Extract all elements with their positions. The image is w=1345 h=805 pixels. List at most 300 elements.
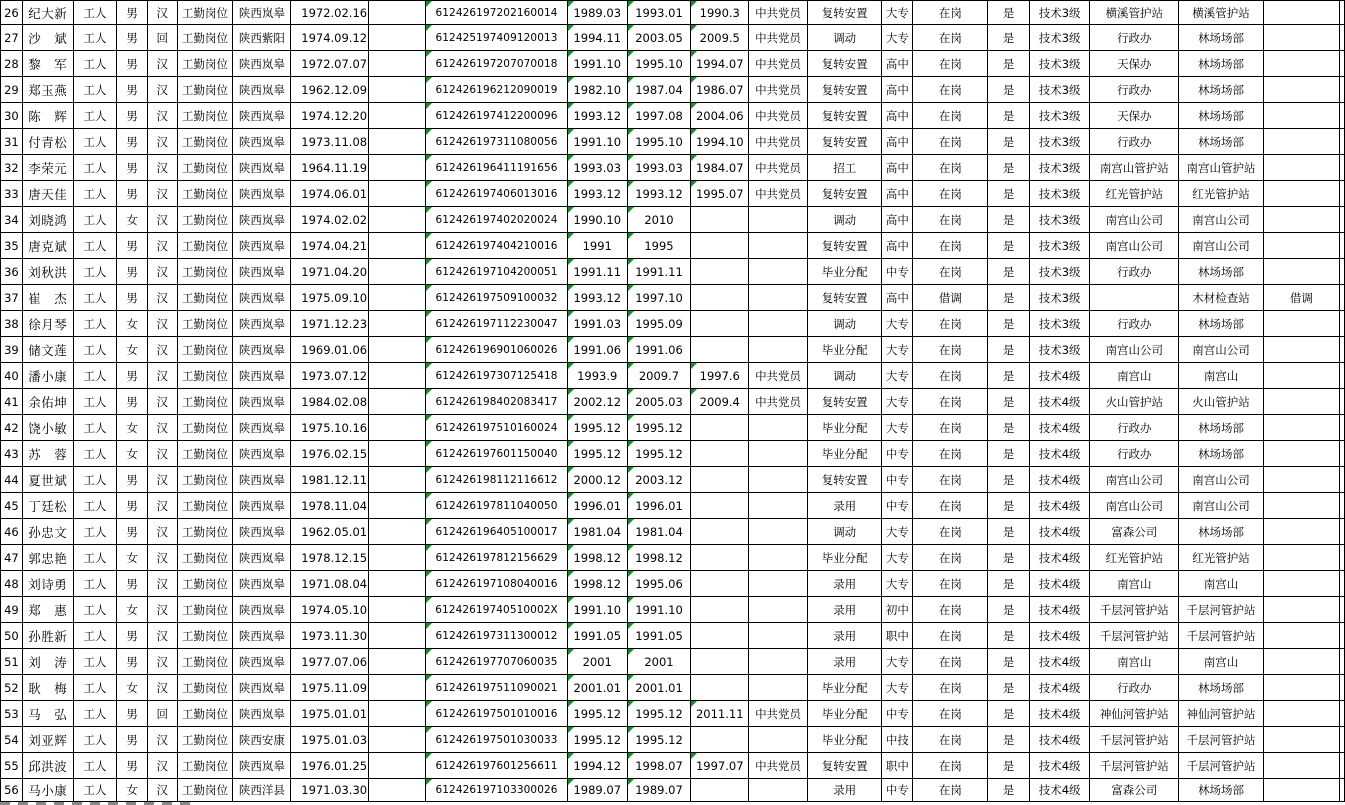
cell-work-start-date[interactable]: 1998.12 [567,571,627,597]
cell-job-type[interactable]: 工人 [73,597,117,623]
cell-flag[interactable]: 是 [988,701,1029,727]
cell-party-join-date[interactable] [691,441,749,467]
cell-work-start-date[interactable]: 1993.9 [567,363,627,389]
cell-political-status[interactable] [749,285,808,311]
cell-grade[interactable]: 技术3级 [1029,155,1090,181]
cell-blank-cell[interactable] [369,493,426,519]
cell-name[interactable]: 刘秋洪 [22,259,73,285]
cell-position-type[interactable]: 工勤岗位 [177,155,233,181]
cell-name[interactable]: 唐天佳 [22,181,73,207]
cell-join-date[interactable]: 1989.07 [627,779,691,802]
cell-gender[interactable]: 男 [117,25,148,51]
cell-row-number[interactable]: 42 [1,415,23,441]
cell-row-number[interactable]: 36 [1,259,23,285]
cell-political-status[interactable] [749,493,808,519]
cell-grade[interactable]: 技术3级 [1029,207,1090,233]
cell-job-type[interactable]: 工人 [73,77,117,103]
cell-gender[interactable]: 男 [117,727,148,753]
cell-job-type[interactable]: 工人 [73,545,117,571]
cell-entry-method[interactable]: 毕业分配 [807,415,881,441]
cell-birth-date[interactable]: 1976.01.25 [291,753,369,779]
cell-row-number[interactable]: 30 [1,103,23,129]
cell-work-start-date[interactable]: 2001 [567,649,627,675]
cell-birthplace[interactable]: 陕西岚皋 [233,415,291,441]
cell-job-type[interactable]: 工人 [73,129,117,155]
cell-position-type[interactable]: 工勤岗位 [177,1,233,25]
cell-join-date[interactable]: 1995.12 [627,441,691,467]
cell-edge[interactable] [1339,649,1344,675]
cell-blank-cell[interactable] [369,519,426,545]
cell-id-number[interactable]: 612426197112230047 [426,311,568,337]
cell-political-status[interactable] [749,779,808,802]
cell-name[interactable]: 刘亚辉 [22,727,73,753]
cell-birthplace[interactable]: 陕西洋县 [233,779,291,802]
cell-id-number[interactable]: 612426197811040050 [426,493,568,519]
cell-grade[interactable]: 技术4级 [1029,779,1090,802]
cell-row-number[interactable]: 26 [1,1,23,25]
cell-remark[interactable] [1263,155,1339,181]
cell-position-type[interactable]: 工勤岗位 [177,181,233,207]
cell-status[interactable]: 借调 [913,285,988,311]
cell-status[interactable]: 在岗 [913,675,988,701]
cell-party-join-date[interactable] [691,779,749,802]
cell-birthplace[interactable]: 陕西岚皋 [233,649,291,675]
cell-status[interactable]: 在岗 [913,77,988,103]
cell-grade[interactable]: 技术4级 [1029,701,1090,727]
cell-gender[interactable]: 男 [117,467,148,493]
cell-edge[interactable] [1339,597,1344,623]
cell-birth-date[interactable]: 1971.12.23 [291,311,369,337]
cell-education[interactable]: 高中 [882,103,913,129]
cell-name[interactable]: 刘晓鸿 [22,207,73,233]
cell-department[interactable]: 林场场部 [1179,77,1264,103]
cell-edge[interactable] [1339,337,1344,363]
cell-department[interactable]: 林场场部 [1179,103,1264,129]
cell-birthplace[interactable]: 陕西紫阳 [233,25,291,51]
cell-birth-date[interactable]: 1974.02.02 [291,207,369,233]
cell-party-join-date[interactable]: 1984.07 [691,155,749,181]
cell-political-status[interactable]: 中共党员 [749,103,808,129]
cell-entry-method[interactable]: 调动 [807,363,881,389]
cell-political-status[interactable] [749,571,808,597]
cell-unit[interactable]: 富森公司 [1090,779,1179,802]
cell-political-status[interactable] [749,467,808,493]
cell-entry-method[interactable]: 毕业分配 [807,701,881,727]
cell-name[interactable]: 余佑坤 [22,389,73,415]
cell-remark[interactable] [1263,519,1339,545]
cell-edge[interactable] [1339,51,1344,77]
cell-birthplace[interactable]: 陕西岚皋 [233,519,291,545]
cell-position-type[interactable]: 工勤岗位 [177,389,233,415]
cell-political-status[interactable]: 中共党员 [749,389,808,415]
cell-edge[interactable] [1339,675,1344,701]
cell-row-number[interactable]: 45 [1,493,23,519]
cell-name[interactable]: 饶小敏 [22,415,73,441]
cell-job-type[interactable]: 工人 [73,25,117,51]
cell-job-type[interactable]: 工人 [73,233,117,259]
cell-remark[interactable] [1263,493,1339,519]
cell-position-type[interactable]: 工勤岗位 [177,597,233,623]
cell-blank-cell[interactable] [369,675,426,701]
cell-birth-date[interactable]: 1971.04.20 [291,259,369,285]
cell-id-number[interactable]: 612426196212090019 [426,77,568,103]
cell-birthplace[interactable]: 陕西岚皋 [233,675,291,701]
cell-join-date[interactable]: 2001 [627,649,691,675]
cell-birthplace[interactable]: 陕西安康 [233,727,291,753]
cell-ethnicity[interactable]: 汉 [147,467,177,493]
cell-birth-date[interactable]: 1978.11.04 [291,493,369,519]
cell-edge[interactable] [1339,467,1344,493]
cell-party-join-date[interactable]: 1994.07 [691,51,749,77]
cell-remark[interactable] [1263,181,1339,207]
cell-remark[interactable] [1263,779,1339,802]
cell-remark[interactable] [1263,389,1339,415]
cell-flag[interactable]: 是 [988,519,1029,545]
cell-flag[interactable]: 是 [988,415,1029,441]
cell-ethnicity[interactable]: 汉 [147,571,177,597]
cell-join-date[interactable]: 1993.12 [627,181,691,207]
cell-birth-date[interactable]: 1971.03.30 [291,779,369,802]
cell-blank-cell[interactable] [369,1,426,25]
cell-entry-method[interactable]: 复转安置 [807,389,881,415]
cell-department[interactable]: 南宫山公司 [1179,467,1264,493]
cell-department[interactable]: 南宫山公司 [1179,207,1264,233]
cell-position-type[interactable]: 工勤岗位 [177,571,233,597]
cell-entry-method[interactable]: 复转安置 [807,129,881,155]
cell-unit[interactable]: 南宫山管护站 [1090,155,1179,181]
cell-birthplace[interactable]: 陕西岚皋 [233,701,291,727]
cell-gender[interactable]: 女 [117,779,148,802]
cell-join-date[interactable]: 1991.05 [627,623,691,649]
cell-grade[interactable]: 技术4级 [1029,363,1090,389]
cell-gender[interactable]: 男 [117,103,148,129]
cell-status[interactable]: 在岗 [913,649,988,675]
cell-gender[interactable]: 男 [117,181,148,207]
cell-political-status[interactable] [749,233,808,259]
cell-row-number[interactable]: 48 [1,571,23,597]
cell-birthplace[interactable]: 陕西岚皋 [233,77,291,103]
cell-position-type[interactable]: 工勤岗位 [177,233,233,259]
cell-join-date[interactable]: 1995.12 [627,727,691,753]
cell-flag[interactable]: 是 [988,311,1029,337]
cell-party-join-date[interactable]: 2011.11 [691,701,749,727]
cell-id-number[interactable]: 612426197501030033 [426,727,568,753]
cell-birth-date[interactable]: 1969.01.06 [291,337,369,363]
cell-position-type[interactable]: 工勤岗位 [177,675,233,701]
cell-blank-cell[interactable] [369,701,426,727]
cell-unit[interactable] [1090,285,1179,311]
cell-join-date[interactable]: 1995.10 [627,51,691,77]
cell-blank-cell[interactable] [369,181,426,207]
cell-entry-method[interactable]: 复转安置 [807,285,881,311]
cell-flag[interactable]: 是 [988,363,1029,389]
cell-position-type[interactable]: 工勤岗位 [177,207,233,233]
cell-join-date[interactable]: 1995.06 [627,571,691,597]
cell-name[interactable]: 郑玉燕 [22,77,73,103]
cell-party-join-date[interactable] [691,467,749,493]
cell-party-join-date[interactable]: 2009.4 [691,389,749,415]
cell-birthplace[interactable]: 陕西岚皋 [233,571,291,597]
cell-ethnicity[interactable]: 汉 [147,441,177,467]
cell-edge[interactable] [1339,233,1344,259]
cell-gender[interactable]: 男 [117,129,148,155]
cell-birth-date[interactable]: 1973.11.30 [291,623,369,649]
cell-join-date[interactable]: 1998.07 [627,753,691,779]
cell-job-type[interactable]: 工人 [73,727,117,753]
cell-name[interactable]: 邱洪波 [22,753,73,779]
cell-education[interactable]: 中专 [882,467,913,493]
cell-party-join-date[interactable] [691,675,749,701]
cell-education[interactable]: 高中 [882,181,913,207]
cell-political-status[interactable]: 中共党员 [749,701,808,727]
cell-unit[interactable]: 千层河管护站 [1090,727,1179,753]
cell-blank-cell[interactable] [369,779,426,802]
cell-education[interactable]: 大专 [882,649,913,675]
cell-grade[interactable]: 技术3级 [1029,285,1090,311]
cell-blank-cell[interactable] [369,103,426,129]
cell-department[interactable]: 千层河管护站 [1179,727,1264,753]
cell-edge[interactable] [1339,259,1344,285]
cell-remark[interactable] [1263,311,1339,337]
cell-edge[interactable] [1339,701,1344,727]
cell-row-number[interactable]: 41 [1,389,23,415]
cell-gender[interactable]: 男 [117,259,148,285]
cell-birthplace[interactable]: 陕西岚皋 [233,623,291,649]
cell-grade[interactable]: 技术4级 [1029,649,1090,675]
cell-work-start-date[interactable]: 1981.04 [567,519,627,545]
cell-status[interactable]: 在岗 [913,129,988,155]
cell-status[interactable]: 在岗 [913,571,988,597]
cell-birth-date[interactable]: 1973.11.08 [291,129,369,155]
cell-department[interactable]: 红光管护站 [1179,545,1264,571]
cell-blank-cell[interactable] [369,545,426,571]
cell-entry-method[interactable]: 毕业分配 [807,545,881,571]
cell-work-start-date[interactable]: 1995.12 [567,441,627,467]
cell-name[interactable]: 郭忠艳 [22,545,73,571]
cell-join-date[interactable]: 1995 [627,233,691,259]
cell-flag[interactable]: 是 [988,571,1029,597]
cell-edge[interactable] [1339,545,1344,571]
cell-edge[interactable] [1339,441,1344,467]
cell-ethnicity[interactable]: 汉 [147,519,177,545]
cell-job-type[interactable]: 工人 [73,311,117,337]
cell-remark[interactable] [1263,597,1339,623]
cell-political-status[interactable]: 中共党员 [749,155,808,181]
cell-entry-method[interactable]: 复转安置 [807,51,881,77]
cell-political-status[interactable]: 中共党员 [749,25,808,51]
cell-edge[interactable] [1339,77,1344,103]
cell-join-date[interactable]: 2003.12 [627,467,691,493]
cell-flag[interactable]: 是 [988,623,1029,649]
cell-status[interactable]: 在岗 [913,103,988,129]
cell-gender[interactable]: 女 [117,311,148,337]
cell-gender[interactable]: 女 [117,207,148,233]
cell-remark[interactable] [1263,649,1339,675]
cell-unit[interactable]: 行政办 [1090,77,1179,103]
cell-birthplace[interactable]: 陕西岚皋 [233,259,291,285]
cell-party-join-date[interactable]: 1997.07 [691,753,749,779]
cell-ethnicity[interactable]: 汉 [147,207,177,233]
cell-work-start-date[interactable]: 1989.07 [567,779,627,802]
cell-join-date[interactable]: 1998.12 [627,545,691,571]
cell-education[interactable]: 高中 [882,155,913,181]
cell-grade[interactable]: 技术4级 [1029,415,1090,441]
cell-grade[interactable]: 技术4级 [1029,623,1090,649]
cell-edge[interactable] [1339,285,1344,311]
cell-row-number[interactable]: 35 [1,233,23,259]
cell-row-number[interactable]: 34 [1,207,23,233]
cell-education[interactable]: 大专 [882,571,913,597]
cell-blank-cell[interactable] [369,441,426,467]
cell-name[interactable]: 纪大新 [22,1,73,25]
cell-political-status[interactable]: 中共党员 [749,753,808,779]
cell-ethnicity[interactable]: 汉 [147,1,177,25]
cell-id-number[interactable]: 612426197103300026 [426,779,568,802]
cell-id-number[interactable]: 612426197108040016 [426,571,568,597]
cell-department[interactable]: 木材检查站 [1179,285,1264,311]
cell-grade[interactable]: 技术4级 [1029,675,1090,701]
cell-name[interactable]: 马 弘 [22,701,73,727]
cell-work-start-date[interactable]: 1991.03 [567,311,627,337]
cell-join-date[interactable]: 1997.08 [627,103,691,129]
cell-grade[interactable]: 技术3级 [1029,337,1090,363]
cell-unit[interactable]: 行政办 [1090,129,1179,155]
cell-remark[interactable] [1263,103,1339,129]
cell-ethnicity[interactable]: 汉 [147,675,177,701]
cell-edge[interactable] [1339,571,1344,597]
cell-birthplace[interactable]: 陕西岚皋 [233,181,291,207]
cell-name[interactable]: 徐月琴 [22,311,73,337]
cell-department[interactable]: 林场场部 [1179,51,1264,77]
cell-ethnicity[interactable]: 汉 [147,389,177,415]
cell-unit[interactable]: 神仙河管护站 [1090,701,1179,727]
cell-grade[interactable]: 技术4级 [1029,597,1090,623]
cell-id-number[interactable]: 61242619740510002X [426,597,568,623]
cell-flag[interactable]: 是 [988,285,1029,311]
cell-name[interactable]: 郑 惠 [22,597,73,623]
cell-birthplace[interactable]: 陕西岚皋 [233,545,291,571]
cell-unit[interactable]: 南宫山公司 [1090,233,1179,259]
cell-gender[interactable]: 男 [117,493,148,519]
cell-gender[interactable]: 男 [117,77,148,103]
cell-political-status[interactable] [749,623,808,649]
cell-party-join-date[interactable]: 1986.07 [691,77,749,103]
cell-unit[interactable]: 横溪管护站 [1090,1,1179,25]
cell-birth-date[interactable]: 1974.05.10 [291,597,369,623]
cell-political-status[interactable] [749,675,808,701]
cell-entry-method[interactable]: 复转安置 [807,103,881,129]
cell-position-type[interactable]: 工勤岗位 [177,337,233,363]
cell-job-type[interactable]: 工人 [73,285,117,311]
cell-join-date[interactable]: 2009.7 [627,363,691,389]
cell-join-date[interactable]: 1997.10 [627,285,691,311]
cell-ethnicity[interactable]: 汉 [147,233,177,259]
cell-job-type[interactable]: 工人 [73,51,117,77]
cell-id-number[interactable]: 612426197511090021 [426,675,568,701]
cell-ethnicity[interactable]: 汉 [147,623,177,649]
cell-gender[interactable]: 女 [117,415,148,441]
cell-work-start-date[interactable]: 1991.10 [567,51,627,77]
cell-remark[interactable] [1263,727,1339,753]
cell-join-date[interactable]: 1987.04 [627,77,691,103]
cell-work-start-date[interactable]: 1991.05 [567,623,627,649]
cell-entry-method[interactable]: 录用 [807,571,881,597]
cell-education[interactable]: 大专 [882,545,913,571]
cell-blank-cell[interactable] [369,649,426,675]
cell-remark[interactable] [1263,233,1339,259]
cell-birth-date[interactable]: 1972.02.16 [291,1,369,25]
cell-entry-method[interactable]: 调动 [807,207,881,233]
cell-department[interactable]: 南宫山管护站 [1179,155,1264,181]
cell-entry-method[interactable]: 录用 [807,649,881,675]
cell-education[interactable]: 大专 [882,1,913,25]
cell-department[interactable]: 林场场部 [1179,519,1264,545]
cell-position-type[interactable]: 工勤岗位 [177,493,233,519]
cell-work-start-date[interactable]: 1998.12 [567,545,627,571]
cell-education[interactable]: 大专 [882,363,913,389]
cell-remark[interactable] [1263,51,1339,77]
cell-education[interactable]: 职中 [882,623,913,649]
cell-political-status[interactable] [749,207,808,233]
cell-entry-method[interactable]: 录用 [807,779,881,802]
cell-join-date[interactable]: 1996.01 [627,493,691,519]
cell-ethnicity[interactable]: 汉 [147,649,177,675]
cell-gender[interactable]: 男 [117,571,148,597]
cell-flag[interactable]: 是 [988,155,1029,181]
cell-id-number[interactable]: 612426196405100017 [426,519,568,545]
cell-row-number[interactable]: 27 [1,25,23,51]
cell-party-join-date[interactable]: 2009.5 [691,25,749,51]
cell-birth-date[interactable]: 1975.10.16 [291,415,369,441]
cell-ethnicity[interactable]: 汉 [147,77,177,103]
cell-ethnicity[interactable]: 汉 [147,493,177,519]
cell-flag[interactable]: 是 [988,233,1029,259]
cell-birth-date[interactable]: 1978.12.15 [291,545,369,571]
cell-birth-date[interactable]: 1977.07.06 [291,649,369,675]
cell-work-start-date[interactable]: 2001.01 [567,675,627,701]
cell-position-type[interactable]: 工勤岗位 [177,467,233,493]
cell-grade[interactable]: 技术3级 [1029,129,1090,155]
cell-status[interactable]: 在岗 [913,727,988,753]
cell-flag[interactable]: 是 [988,337,1029,363]
cell-id-number[interactable]: 612426198112116612 [426,467,568,493]
cell-entry-method[interactable]: 调动 [807,311,881,337]
cell-entry-method[interactable]: 复转安置 [807,753,881,779]
cell-party-join-date[interactable] [691,233,749,259]
cell-department[interactable]: 千层河管护站 [1179,623,1264,649]
cell-department[interactable]: 神仙河管护站 [1179,701,1264,727]
cell-status[interactable]: 在岗 [913,389,988,415]
cell-job-type[interactable]: 工人 [73,623,117,649]
cell-blank-cell[interactable] [369,337,426,363]
cell-status[interactable]: 在岗 [913,415,988,441]
cell-job-type[interactable]: 工人 [73,259,117,285]
cell-blank-cell[interactable] [369,77,426,103]
cell-edge[interactable] [1339,129,1344,155]
cell-ethnicity[interactable]: 汉 [147,285,177,311]
cell-education[interactable]: 中专 [882,441,913,467]
cell-blank-cell[interactable] [369,129,426,155]
cell-position-type[interactable]: 工勤岗位 [177,363,233,389]
cell-edge[interactable] [1339,1,1344,25]
cell-remark[interactable] [1263,25,1339,51]
cell-flag[interactable]: 是 [988,259,1029,285]
cell-join-date[interactable]: 1981.04 [627,519,691,545]
cell-grade[interactable]: 技术3级 [1029,25,1090,51]
cell-job-type[interactable]: 工人 [73,103,117,129]
cell-birth-date[interactable]: 1972.07.07 [291,51,369,77]
cell-row-number[interactable]: 53 [1,701,23,727]
